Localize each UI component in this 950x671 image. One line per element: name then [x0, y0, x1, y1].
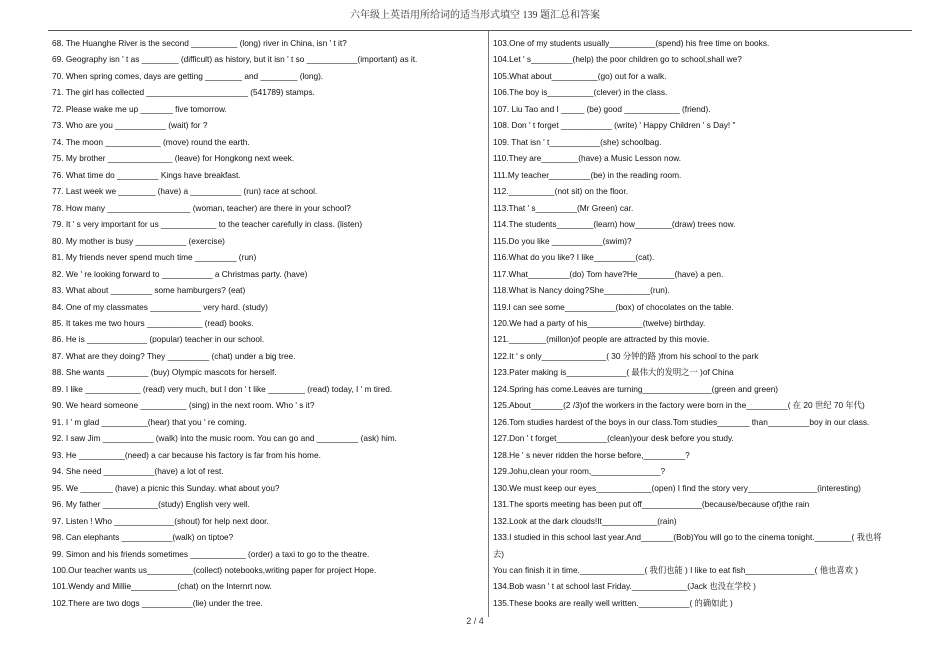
question-line: 73. Who are you ___________ (wait) for ? [52, 120, 208, 131]
question-line: 91. I ' m glad __________(hear) that you ' re coming. [52, 416, 247, 427]
question-line: 124.Spring has come.Leaves are turning_______________(green and green) [493, 383, 779, 394]
question-line: 123.Pater making is_____________( 最伟大的发明之一 )of China [493, 367, 734, 378]
question-line: 120.We had a party of his____________(twelve) birthday. [493, 317, 706, 328]
question-line: 79. It ' s very important for us ____________ to the teacher carefully in class. (listen) [52, 219, 363, 230]
question-line: 118.What is Nancy doing?She__________(run). [493, 285, 670, 296]
question-line: 113.That ' s_________(Mr Green) car. [493, 202, 634, 213]
question-line: 105.What about__________(go) out for a walk. [493, 70, 667, 81]
question-line: 130.We must keep our eyes____________(open) I find the story very_______________(interesting) [493, 482, 861, 493]
question-line: 92. I saw Jim ___________ (walk) into the music room. You can go and _________ (ask) him. [52, 433, 397, 444]
question-line: 119.I can see some___________(box) of chocolates on the table. [493, 301, 734, 312]
question-line: 135.These books are really well written.___________( 的确如此 ) [493, 597, 733, 608]
question-line: 98. Can elephants ___________(walk) on tiptoe? [52, 532, 234, 543]
question-line: 117.What_________(do) Tom have?He________(have) a pen. [493, 268, 724, 279]
question-line: 127.Don ' t forget___________(clean)your desk before you study. [493, 433, 734, 444]
question-line: 85. It takes me two hours ____________ (read) books. [52, 317, 254, 328]
question-line: 125.About_______(2 /3)of the workers in the factory were born in the_________( 在 20 世纪 70 年代) [493, 400, 865, 411]
question-line: 68. The Huanghe River is the second __________ (long) river in China, isn ' t it? [52, 38, 347, 48]
question-line: 75. My brother ______________ (leave) for Hongkong next week. [52, 153, 295, 164]
question-line: 88. She wants _________ (buy) Olympic mascots for herself. [52, 367, 277, 378]
question-line: 107. Liu Tao and I _____ (be) good ____________ (friend). [493, 103, 711, 114]
question-line: 77. Last week we ________ (have) a ___________ (run) race at school. [52, 186, 318, 197]
question-line: 110.They are________(have) a Music Lesson now. [493, 153, 682, 164]
question-line: 126.Tom studies hardest of the boys in our class.Tom studies_______ than_________boy in our class. [493, 416, 870, 427]
question-line: 99. Simon and his friends sometimes ____________ (order) a taxi to go to the theatre. [52, 548, 370, 559]
question-line: 76. What time do _________ Kings have breakfast. [52, 169, 241, 180]
question-line: 104.Let ' s_________(help) the poor children go to school,shall we? [493, 54, 742, 65]
question-line: 去) [493, 548, 505, 559]
question-line: 132.Look at the dark clouds!It____________(rain) [493, 515, 677, 526]
question-line: 72. Please wake me up _______ five tomorrow. [52, 103, 227, 114]
question-line: 89. I like ____________ (read) very much, but I don ' t like ________ (read) today, I ' m tired. [52, 383, 393, 394]
header-rule [48, 30, 912, 31]
question-line: 115.Do you like ___________(swim)? [493, 235, 632, 246]
question-line: 121.________(millon)of people are attracted by this movie. [493, 334, 710, 345]
question-line: 108. Don ' t forget ___________ (write) ' Happy Children ' s Day! " [493, 120, 736, 131]
question-line: 109. That isn ' t___________(she) schoolbag. [493, 136, 662, 147]
question-line: 112.__________(not sit) on the floor. [493, 186, 629, 197]
question-line: You can finish it in time.______________( 我们也能 ) I like to eat fish_______________( 他也喜欢 ) [493, 565, 858, 575]
question-line: 87. What are they doing? They _________ (chat) under a big tree. [52, 350, 296, 361]
column-divider [488, 31, 489, 617]
question-line: 97. Listen ! Who _____________(shout) for help next door. [52, 515, 269, 526]
question-line: 131.The sports meeting has been put off_____________(because/because of)the rain [493, 499, 810, 510]
question-line: 83. What about _________ some hamburgers? (eat) [52, 285, 246, 296]
question-line: 84. One of my classmates ___________ very hard. (study) [52, 301, 268, 312]
question-line: 114.The students________(learn) how________(draw) trees now. [493, 219, 736, 230]
question-line: 95. We _______ (have) a picnic this Sunday. what about you? [52, 482, 280, 493]
question-line: 103.One of my students usually__________(spend) his free time on books. [493, 38, 770, 48]
question-line: 106.The boy is__________(clever) in the class. [493, 87, 668, 98]
question-line: 133.I studied in this school last year.And_______(Bob)You will go to the cinema tonight.________( 我也将 [493, 532, 882, 543]
question-line: 102.There are two dogs ___________(lie) under the tree. [52, 597, 263, 608]
question-line: 116.What do you like? I like_________(cat). [493, 252, 655, 263]
question-line: 93. He __________(need) a car because his factory is far from his home. [52, 449, 321, 460]
page-header: 六年级上英语用所给词的适当形式填空 139 题汇总和答案 [350, 10, 600, 21]
question-line: 74. The moon ____________ (move) round the earth. [52, 136, 250, 147]
question-line: 94. She need ___________(have) a lot of rest. [52, 466, 224, 477]
question-line: 70. When spring comes, days are getting ________ and ________ (long). [52, 70, 324, 81]
question-line: 90. We heard someone __________ (sing) in the next room. Who ' s it? [52, 400, 315, 411]
question-line: 100.Our teacher wants us__________(collect) notebooks,writing paper for project Hope. [52, 565, 377, 575]
question-line: 69. Geography isn ' t as ________ (difficult) as history, but it isn ' t so ___________(important) as it. [52, 54, 418, 65]
question-line: 71. The girl has collected ______________________ (541789) stamps. [52, 87, 315, 98]
right-column [493, 35, 913, 611]
question-line: 78. How many __________________ (woman, teacher) are there in your school? [52, 202, 351, 213]
question-line: 101.Wendy and Millie__________(chat) on the Internrt now. [52, 581, 272, 592]
question-line: 82. We ' re looking forward to ___________ a Christmas party. (have) [52, 268, 308, 279]
question-line: 80. My mother is busy ___________ (exercise) [52, 235, 225, 246]
page-number: 2 / 4 [466, 616, 484, 626]
question-line: 96. My father ____________(study) English very well. [52, 499, 250, 510]
question-line: 128.He ' s never ridden the horse before,_________? [493, 449, 690, 460]
question-line: 134.Bob wasn ' t at school last Friday.____________(Jack 也没在学校 ) [493, 581, 756, 592]
question-line: 129.Johu,clean your room,_______________? [493, 466, 666, 477]
question-line: 122.It ' s only______________( 30 分钟的路 )from his school to the park [493, 350, 759, 361]
question-line: 81. My friends never spend much time _________ (run) [52, 252, 257, 263]
left-column [52, 35, 482, 611]
question-line: 111.My teacher_________(be) in the reading room. [493, 169, 682, 180]
question-line: 86. He is _____________ (popular) teacher in our school. [52, 334, 265, 345]
